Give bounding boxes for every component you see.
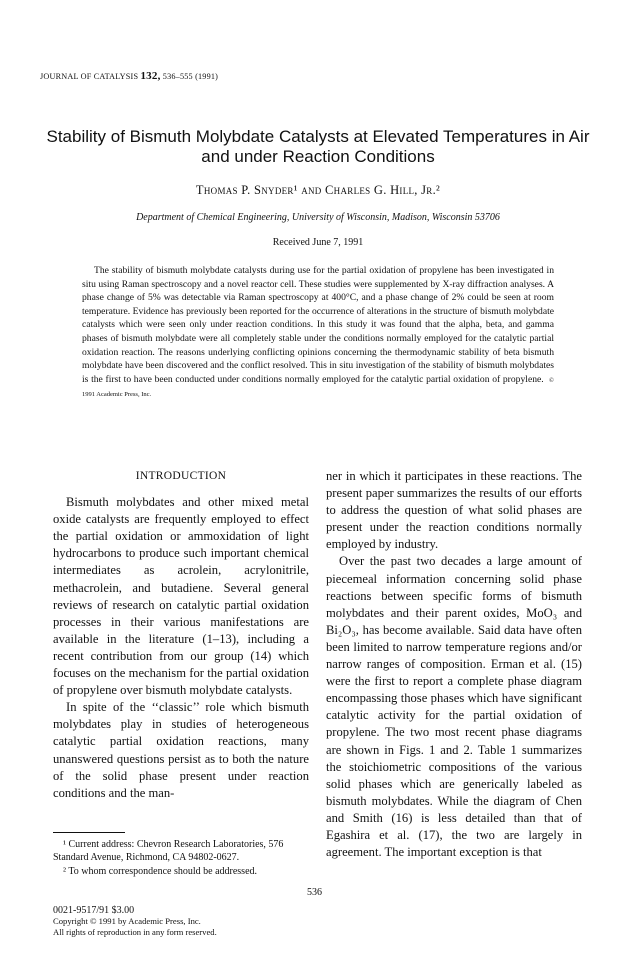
issn-price: 0021-9517/91 $3.00 bbox=[53, 905, 135, 916]
paper-title: Stability of Bismuth Molybdate Catalysts at Elevated Temperatures in Air and under Reaction Conditions bbox=[46, 127, 590, 166]
footnote-divider bbox=[53, 832, 125, 833]
footnotes bbox=[53, 838, 313, 878]
paragraph: Bismuth molybdates and other mixed metal oxide catalysts are frequently employed to effect the partial oxidation or ammoxidation of light hydrocarbons to produce such important chemical intermediates as acrolein, acrylonitrile, methacrolein, and butadiene. Several general reviews of research on catalytic partial oxidation processes in their various manifestations are available in the literature (1–13), including a recent contribution from our group (14) which focuses on the mechanism for the partial oxidation of propylene over bismuth molybdate catalysts. bbox=[53, 495, 309, 698]
abstract-text: The stability of bismuth molybdate catalysts during use for the partial oxidation of propylene has been investigated in situ using Raman spectroscopy and a novel reactor cell. These studies were supplemented by X-ray diffraction analyses. A phase change of 5% was detectable via Raman spectroscopy at 400°C, and a phase change of 2% could be seen at room temperature. Evidence has previously been reported for the occurrence of alterations in the structure of bismuth molybdate catalysts which were seen only under reaction conditions. In this study it was found that the alpha, beta, and gamma phases of bismuth molybdate were all completely stable under the conditions normally employed for the catalytic partial oxidation reaction. The reasons underlying conflicting opinions concerning the thermodynamic stability of beta bismuth molybdate have been discovered and the conflict resolved. This in situ investigation of the stability of bismuth molybdates is the first to have been conducted under conditions normally employed for the catalytic partial oxidation of propylene. bbox=[82, 265, 557, 385]
page-number: 536 bbox=[307, 887, 322, 898]
footnote: ² To whom correspondence should be addressed. bbox=[63, 865, 258, 877]
received-date: Received June 7, 1991 bbox=[272, 237, 364, 248]
footnote: ¹ Current address: Chevron Research Laboratories, 576 Standard Avenue, Richmond, CA 94802-0627. bbox=[53, 839, 284, 864]
journal-header bbox=[40, 70, 218, 82]
abstract-copyright: © 1991 Academic Press, Inc. bbox=[82, 376, 556, 399]
author-affiliation: Department of Chemical Engineering, University of Wisconsin, Madison, Wisconsin 53706 bbox=[136, 212, 500, 223]
paragraph: ner in which it participates in these reactions. The present paper summarizes the results of our efforts to address the question of what solid phases are present under the reaction conditions normally employed by industry. bbox=[326, 469, 582, 552]
body-column-left bbox=[53, 468, 309, 802]
paragraph: Over the past two decades a large amount of piecemeal information concerning solid phase reactions between specific forms of bismuth molybdates and their parent oxides, MoO₃ and Bi₂O₃, has become available. Said data have often been limited to narrow temperature regions and/or narrow ranges of composition. Erman et al. (15) were the first to report a complete phase diagram encompassing those phases which have significant catalytic activity for the partial oxidation of propylene. The two most recent phase diagrams are shown in Figs. 1 and 2. Table 1 summarizes the stoichiometric compositions of the various solid phases which are generically labeled as bismuth molybdates. While the diagram of Chen and Smith (16) is less detailed than that of Egashira et al. (17), the two are largely in agreement. The important exception is that bbox=[326, 554, 582, 860]
journal-pages-year: 536–555 (1991) bbox=[162, 72, 219, 81]
journal-volume: 132, bbox=[140, 70, 161, 82]
rights-line: All rights of reproduction in any form reserved. bbox=[53, 927, 217, 937]
copyright-line: Copyright © 1991 by Academic Press, Inc. bbox=[53, 916, 201, 926]
journal-name: JOURNAL OF CATALYSIS bbox=[40, 72, 139, 81]
body-column-right bbox=[326, 468, 582, 861]
paper-authors: Thomas P. Snyder¹ and Charles G. Hill, Jr.² bbox=[195, 183, 441, 197]
abstract bbox=[82, 264, 557, 402]
section-heading: INTRODUCTION bbox=[135, 470, 227, 482]
imprint bbox=[53, 905, 217, 938]
paragraph: In spite of the ‘‘classic’’ role which bismuth molybdates play in studies of heterogeneous catalytic partial oxidation reactions, many unanswered questions persist as to both the nature of the solid phase present under reaction conditions and the man- bbox=[53, 700, 309, 800]
